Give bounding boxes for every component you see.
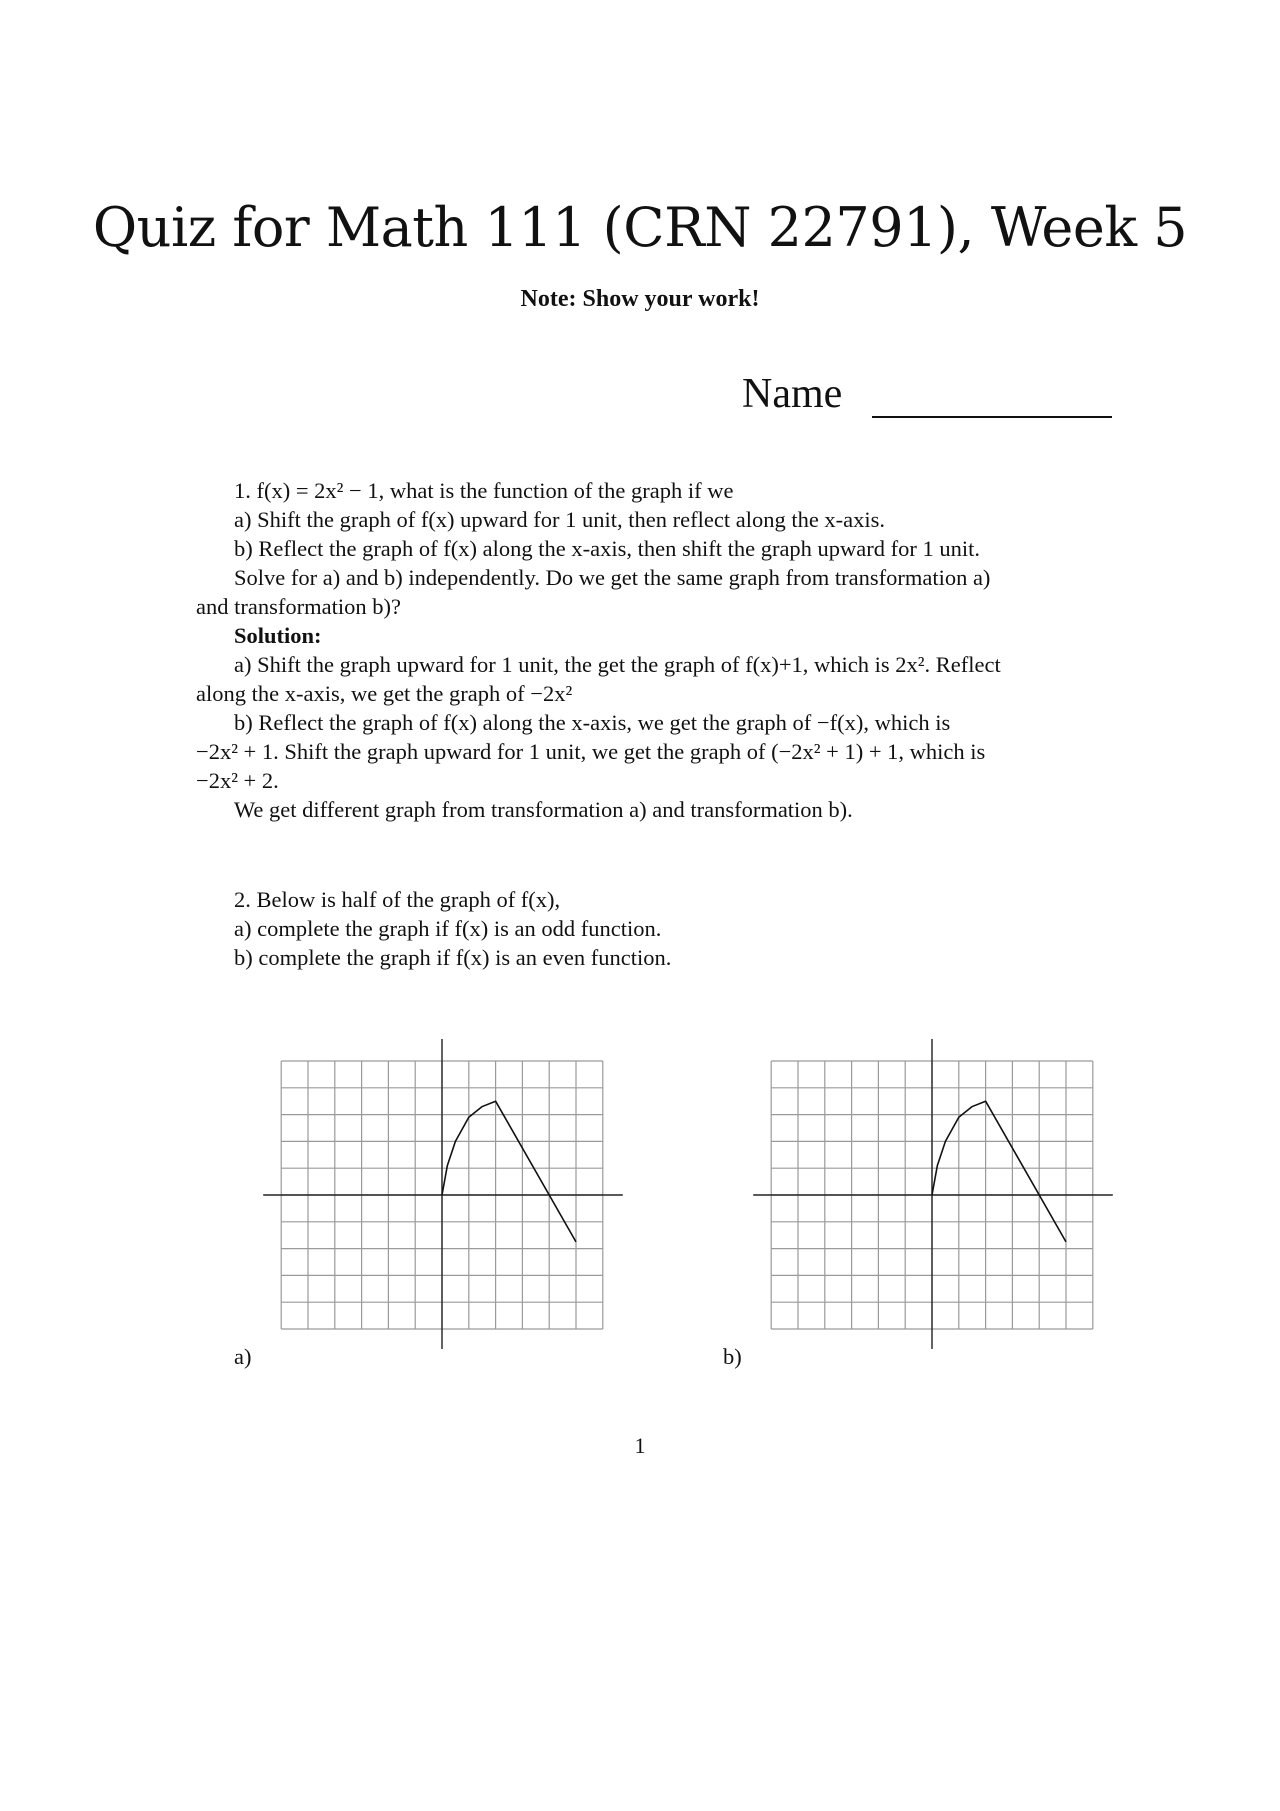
q1-line: and transformation b)?	[196, 594, 401, 619]
solution-line: b) Reflect the graph of f(x) along the x-axis, we get the graph of −f(x), which is	[234, 710, 951, 735]
name-label: Name	[742, 371, 843, 417]
page-title: Quiz for Math 111 (CRN 22791), Week 5	[92, 196, 1188, 259]
q2-line: b) complete the graph if f(x) is an even function.	[234, 945, 672, 970]
q1-line: a) Shift the graph of f(x) upward for 1 unit, then reflect along the x-axis.	[234, 507, 886, 532]
graph-b-label: b)	[723, 1344, 742, 1369]
graph-a[interactable]	[262, 1035, 634, 1367]
q1-line: b) Reflect the graph of f(x) along the x-axis, then shift the graph upward for 1 unit.	[234, 536, 981, 561]
name-blank-line[interactable]	[872, 376, 1112, 418]
q1-line: 1. f(x) = 2x² − 1, what is the function of the graph if we	[234, 478, 734, 503]
graph-a-container	[262, 1035, 634, 1371]
q2-line: a) complete the graph if f(x) is an odd function.	[234, 916, 662, 941]
solution-line: a) Shift the graph upward for 1 unit, the get the graph of f(x)+1, which is 2x². Reflect	[234, 652, 1001, 677]
name-field	[742, 370, 1112, 418]
q2-line: 2. Below is half of the graph of f(x),	[234, 887, 561, 912]
graph-b[interactable]	[752, 1035, 1124, 1367]
graph-b-container	[752, 1035, 1124, 1371]
graph-a-label: a)	[234, 1344, 252, 1369]
solution-line: −2x² + 2.	[196, 768, 279, 793]
solution-line: We get different graph from transformation a) and transformation b).	[234, 797, 853, 822]
function-curve	[932, 1101, 1066, 1242]
note: Note: Show your work!	[520, 286, 760, 312]
question-2	[196, 885, 1114, 972]
q1-line: Solve for a) and b) independently. Do we get the same graph from transformation a)	[234, 565, 991, 590]
solution-line: along the x-axis, we get the graph of −2x²	[196, 681, 573, 706]
solution-heading: Solution:	[234, 623, 322, 648]
function-curve	[442, 1101, 576, 1242]
solution-line: −2x² + 1. Shift the graph upward for 1 unit, we get the graph of (−2x² + 1) + 1, which is	[196, 739, 986, 764]
page-number: 1	[634, 1433, 646, 1458]
question-1	[196, 476, 1114, 824]
